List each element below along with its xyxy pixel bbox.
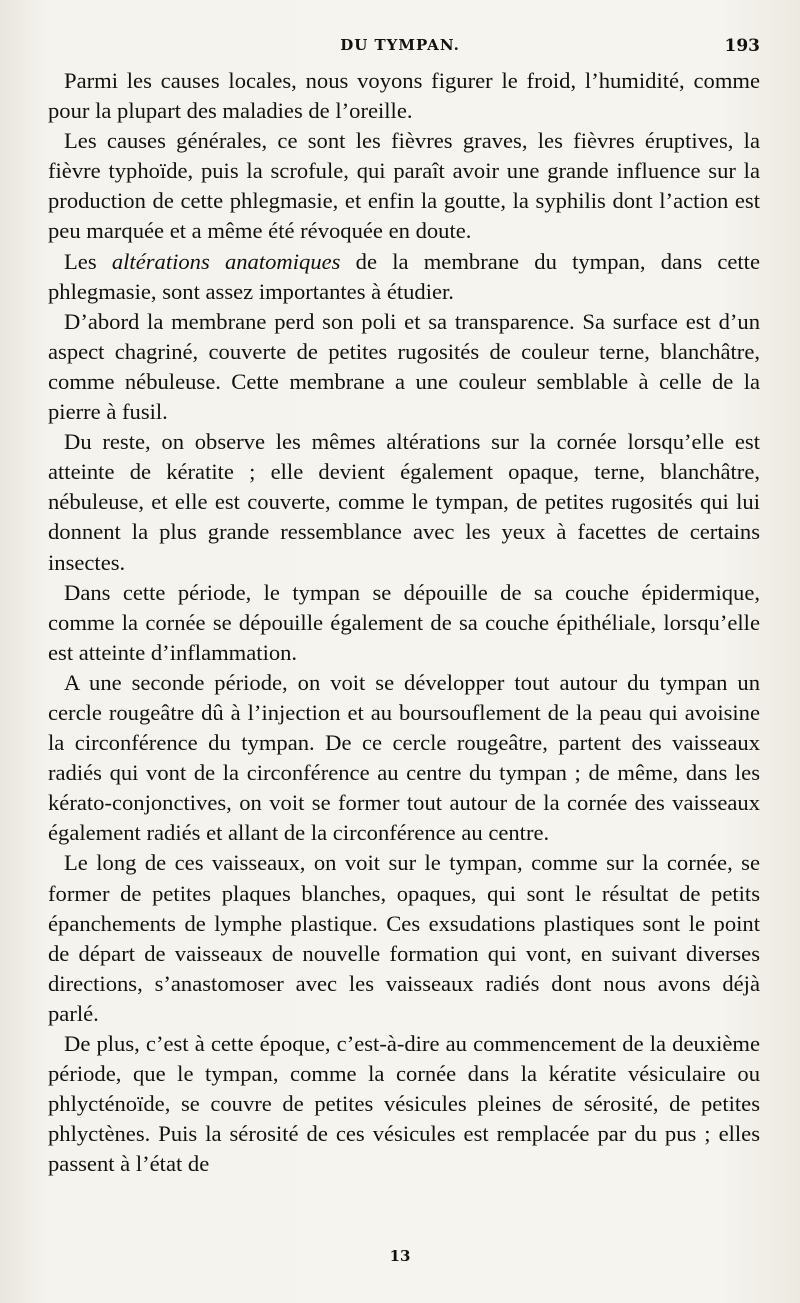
- page-header: [0, 34, 800, 58]
- paragraph: De plus, c’est à cette époque, c’est-à-dire au commencement de la deuxième période, que le tympan, comme la cornée dans la kératite vésiculaire ou phlycténoïde, se couvre de petites vésicules pleines de sérosité, de petites phlyctènes. Puis la sérosité de ces vésicules est remplacée par du pus ; elles passent à l’état de: [48, 1031, 760, 1177]
- paragraph: Le long de ces vaisseaux, on voit sur le tympan, comme sur la cornée, se former de petites plaques blanches, opaques, qui sont le résultat de petits épanchements de lymphe plastique. Ces exsudations plastiques sont le point de départ de vaisseaux de nouvelle formation qui vont, en suivant diverses directions, s’anastomoser avec les vaisseaux radiés dont nous avons déjà parlé.: [48, 850, 760, 1026]
- body-text: [48, 66, 760, 1179]
- alterations-emphasis: altérations anatomiques: [111, 248, 341, 274]
- paragraph: Dans cette période, le tympan se dépouille de sa couche épidermique, comme la cornée se dépouille également de sa couche épithéliale, lorsqu’elle est atteinte d’inflammation.: [48, 579, 760, 665]
- paragraph: Du reste, on observe les mêmes altérations sur la cornée lorsqu’elle est atteinte de kératite ; elle devient également opaque, terne, blanchâtre, nébuleuse, et elle est couverte, comme le tympan, de petites rugosités qui lui donnent la plus grande ressemblance avec les yeux à facettes de certains insectes.: [48, 429, 760, 575]
- paragraph: Parmi les causes locales, nous voyons figurer le froid, l’humidité, comme pour la plupart des maladies de l’oreille.: [48, 68, 760, 124]
- paragraph: A une seconde période, on voit se développer tout autour du tympan un cercle rougeâtre dû à l’injection et au boursouflement de la peau qui avoisine la circonférence du tympan. De ce cercle rougeâtre, partent des vaisseaux radiés qui vont de la circonférence au centre du tympan ; de même, dans les kérato-conjonctives, on voit se former tout autour de la cornée des vaisseaux également radiés et allant de la circonférence au centre.: [48, 669, 760, 846]
- paragraph: D’abord la membrane perd son poli et sa transparence. Sa surface est d’un aspect chagriné, couverte de petites rugosités de couleur terne, blanchâtre, comme nébuleuse. Cette membrane a une couleur semblable à celle de la pierre à fusil.: [48, 308, 760, 425]
- paragraph: Les causes générales, ce sont les fièvres graves, les fièvres éruptives, la fièvre typhoïde, puis la scrofule, qui paraît avoir une grande influence sur la production de cette phlegmasie, et enfin la goutte, la syphilis dont l’action est peu marquée et a même été révoquée en doute.: [48, 128, 760, 244]
- alterations-rest: de la membrane du tympan, dans cette phlegmasie, sont assez importantes à étudier.: [48, 248, 760, 304]
- alterations-intro: Les: [64, 248, 97, 274]
- running-title: DU TYMPAN.: [340, 36, 460, 54]
- signature-mark: 13: [389, 1247, 411, 1265]
- page-number: 193: [724, 36, 760, 56]
- paragraph-alterations: [48, 247, 760, 307]
